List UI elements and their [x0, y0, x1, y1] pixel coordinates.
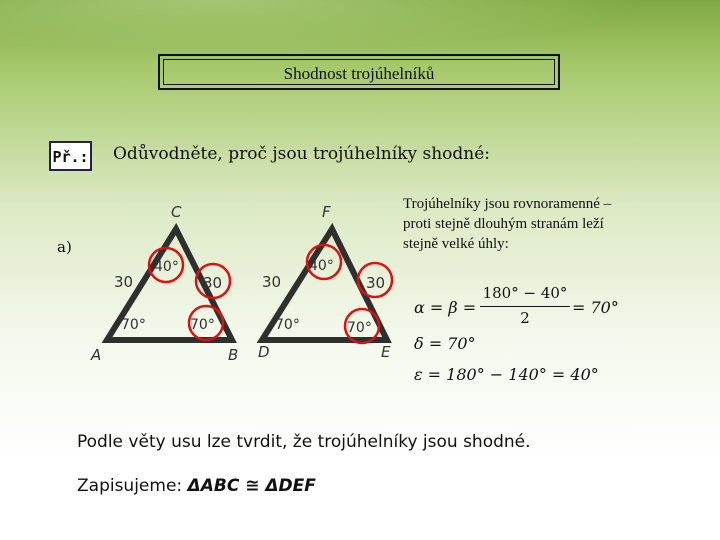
side-label-bc: 30: [203, 274, 223, 292]
slide-title: Shodnost trojúhelníků: [283, 64, 435, 83]
notation-prefix: Zapisujeme:: [77, 476, 188, 496]
side-label-df: 30: [262, 273, 282, 291]
vertex-label-c: C: [171, 203, 182, 221]
side-label-ac: 30: [114, 273, 134, 291]
explanation-line: proti stejně dlouhým stranám leží: [403, 216, 604, 232]
vertex-label-d: D: [258, 343, 270, 361]
fraction-bar: [480, 306, 570, 307]
angle-label-d: 70°: [275, 317, 300, 333]
equation-epsilon: ε = 180° − 140° = 40°: [414, 365, 599, 384]
part-label: a): [57, 238, 72, 256]
conclusion-sentence: Podle věty usu lze tvrdit, že trojúhelníky jsou shodné.: [77, 432, 531, 452]
explanation-line: stejně velké úhly:: [403, 236, 509, 252]
conclusion-notation-line: [77, 476, 316, 496]
equation-alpha-beta-rhs: = 70°: [572, 298, 619, 317]
fraction-numerator: 180° − 40°: [482, 284, 568, 302]
vertex-label-b: B: [228, 346, 239, 364]
angle-label-e: 70°: [347, 320, 372, 336]
vertex-label-e: E: [381, 343, 391, 361]
angle-label-c: 40°: [154, 259, 179, 275]
explanation-text: [403, 194, 683, 254]
vertex-label-a: A: [91, 346, 102, 364]
equation-delta: δ = 70°: [414, 334, 476, 353]
side-label-ef: 30: [366, 274, 386, 292]
congruence-notation: ΔABC ≅ ΔDEF: [187, 476, 316, 496]
angle-label-a: 70°: [121, 317, 146, 333]
vertex-label-f: F: [322, 203, 331, 221]
angle-label-f: 40°: [309, 258, 334, 274]
fraction-denominator: 2: [520, 309, 530, 327]
equation-alpha-beta-lhs: α = β =: [414, 298, 477, 317]
angle-label-b: 70°: [190, 317, 215, 333]
example-label: Př.:: [52, 148, 89, 166]
task-instruction: Odůvodněte, proč jsou trojúhelníky shodné:: [113, 144, 491, 164]
explanation-line: Trojúhelníky jsou rovnoramenné –: [403, 196, 612, 212]
